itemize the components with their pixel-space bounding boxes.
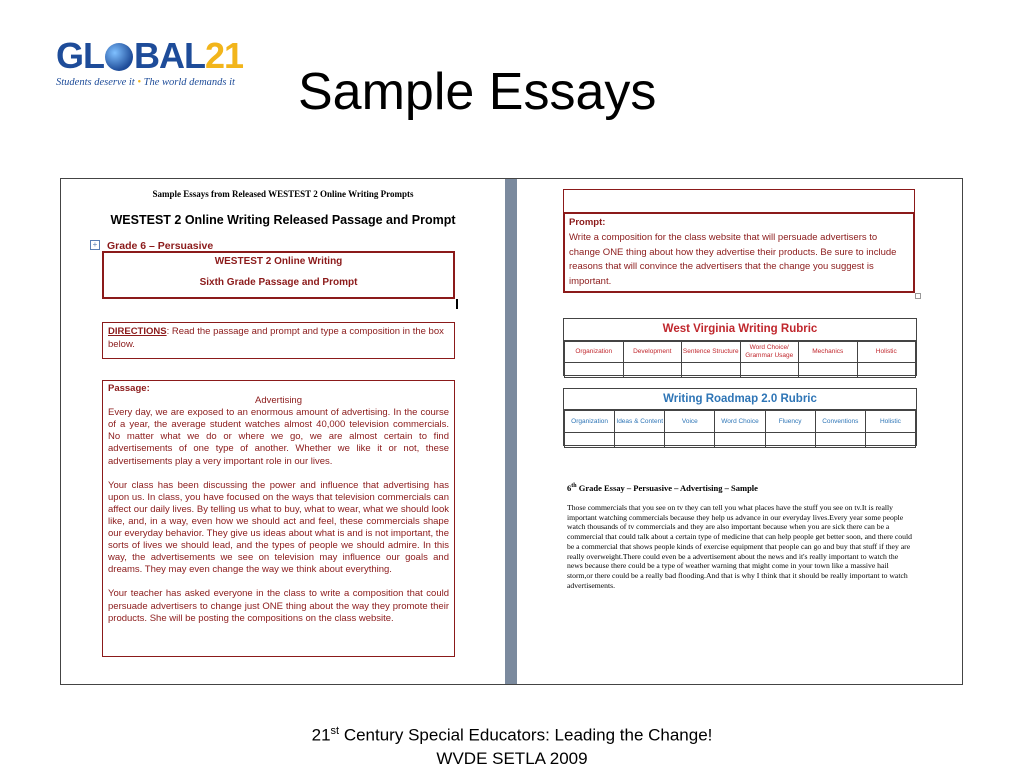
rubric-column-header: Word Choice (715, 411, 765, 433)
rubric-score-cell[interactable] (615, 433, 665, 448)
passage-paragraph: Your teacher has asked everyone in the class to write a composition that could persuade advertisers to change just ONE thing about the way they promote their products. She will be posting the compositions on the class website. (108, 588, 449, 624)
grade-label: Grade 6 – Persuasive (107, 240, 214, 252)
prompt-text: Write a composition for the class website that will persuade advertisers to change ONE thing about how they advertise their products. Be sure to include reasons that will convince the advertisers that the change you suggest is important. (569, 231, 897, 288)
footer-line1: 21st Century Special Educators: Leading the Change! (311, 725, 713, 745)
slide-title: Sample Essays (298, 63, 657, 121)
passage-box: Passage: Advertising Every day, we are exposed to an enormous amount of advertising. In the course of a year, the average student watches almost 40,000 television commercials. No matter what we do or where we go, we are almost certain to find advertisements of one type of another. Whether we like it or not, these advertisements play a very important role in our lives. Your class has been discussing the power and influence that advertising has upon us. In class, you have focused on the ways that television commercials can affect our daily lives. By telling us what to buy, what to wear, what we should look like, and, in a way, even how we should act and feel, these commercials shape our everyday behavior. They give us ideas about what is and is not important, the sorts of lives we should lead, and the types of people we should admire. In this way, the advertisements we see on television may influence our goals and dreams. They may even change the way we think about everything. Your teacher has asked everyone in the class to write a composition that could persuade advertisers to change just ONE thing about the way they promote their products. She will be posting the compositions on the class website. (102, 380, 455, 657)
global21-logo (56, 35, 256, 98)
rubric-score-cell[interactable] (565, 363, 624, 378)
prompt-top-cell (563, 189, 915, 212)
essay-title: 6th Grade Essay – Persuasive – Advertising – Sample (567, 483, 758, 493)
rubric-column-header: Holistic (865, 411, 915, 433)
writing-title-box (102, 251, 455, 299)
rubric-score-cell[interactable] (799, 363, 858, 378)
directions-text: : Read the passage and prompt and type a composition in the box below. (108, 326, 444, 350)
rubric-column-header: Voice (665, 411, 715, 433)
rubric-column-header: Sentence Structure (682, 342, 741, 363)
rubric-score-cell[interactable] (623, 363, 682, 378)
prompt-label: Prompt (569, 217, 603, 228)
text-cursor (456, 299, 458, 309)
rubric-column-header: Holistic (857, 342, 916, 363)
rubric-title: Writing Roadmap 2.0 Rubric (564, 389, 916, 410)
rubric-score-cell[interactable] (665, 433, 715, 448)
table-move-handle-icon[interactable]: + (90, 240, 100, 250)
rubric-score-cell[interactable] (715, 433, 765, 448)
document-subheading: WESTEST 2 Online Writing Released Passage and Prompt (110, 213, 456, 227)
rubric-column-header: Organization (565, 411, 615, 433)
rubric-score-cell[interactable] (865, 433, 915, 448)
prompt-box: Prompt: Write a composition for the class website that will persuade advertisers to change ONE thing about how they advertise their products. Be sure to include reasons that will convince the advertisers that the change you suggest is important. (563, 212, 915, 293)
passage-paragraph: Your class has been discussing the power and influence that advertising has upon us. In class, you have focused on the ways that television commercials can affect our daily lives. By telling us what to buy, what to wear, what we should look like, and, in a way, even how we should act and feel, these commercials shape our everyday behavior. They give us ideas about what is and is not important, the sorts of lives we should lead, and the types of people we should admire. In this way, the advertisements we see on television may influence our goals and dreams. They may even change the way we think about everything. (108, 479, 449, 576)
rubric-score-cell[interactable] (682, 363, 741, 378)
document-heading: Sample Essays from Released WESTEST 2 Online Writing Prompts (152, 189, 414, 199)
passage-label: Passage (108, 383, 147, 394)
rubric-column-header: Word Choice/ Grammar Usage (740, 342, 799, 363)
globe-icon (105, 43, 133, 71)
right-document-page (517, 179, 962, 684)
rubric-score-cell[interactable] (765, 433, 815, 448)
left-document-page (61, 179, 505, 684)
rubric-column-header: Fluency (765, 411, 815, 433)
rubric-column-header: Conventions (815, 411, 865, 433)
logo-wordmark: GL BAL21 (56, 35, 244, 76)
logo-tagline: Students deserve it • The world demands it (56, 77, 235, 88)
rubric-score-cell[interactable] (565, 433, 615, 448)
rubric-column-header: Development (623, 342, 682, 363)
writing-title-line2: Sixth Grade Passage and Prompt (199, 277, 358, 288)
passage-paragraph: Every day, we are exposed to an enormous amount of advertising. In the course of a year, the average student watches almost 40,000 television commercials. No matter what we do or where we go, we are almost certain to find advertisements of one type of another. Whether we like it or not, these advertisements play a very important role in our lives. (108, 407, 449, 467)
footer-line2: WVDE SETLA 2009 (436, 748, 588, 768)
resize-handle[interactable] (915, 293, 921, 299)
rubric-column-header: Mechanics (799, 342, 858, 363)
rubric-column-header: Ideas & Content (615, 411, 665, 433)
wv-writing-rubric-table (563, 318, 917, 376)
rubric-score-cell[interactable] (815, 433, 865, 448)
page-divider (505, 179, 517, 684)
directions-box (102, 322, 455, 359)
rubric-column-header: Organization (565, 342, 624, 363)
rubric-score-cell[interactable] (740, 363, 799, 378)
writing-title-line1: WESTEST 2 Online Writing (214, 256, 343, 267)
passage-title: Advertising (255, 395, 302, 407)
rubric-title: West Virginia Writing Rubric (564, 319, 916, 341)
rubric-score-cell[interactable] (857, 363, 916, 378)
essay-body (567, 503, 913, 590)
essay-text: Those commercials that you see on tv they can tell you what places have the stuff you see on tv.It is really important watching commercials because they help us advance in our everyday lives.Every year some people watch thousands of tv commercials and they are also important because when you are sick there can be a commercial that could talk about a certain type of medicine that can help people get better soon, and there could be a commercial that shows people kinds of exercise equipment that people can go and buy that stuff if they are really overweight.There could even be a advertisement about the news and it's really important to watch the news because there could be a type of weather warning that might come in your town like a massive hail storm,or there could be a really bad flooding.And that is why I think that it should be really important to watch advertisements. (567, 503, 912, 590)
writing-roadmap-rubric-table (563, 388, 917, 446)
directions-label: DIRECTIONS (108, 326, 167, 337)
slide-footer (0, 720, 1024, 770)
document-screenshot-frame (60, 178, 963, 685)
